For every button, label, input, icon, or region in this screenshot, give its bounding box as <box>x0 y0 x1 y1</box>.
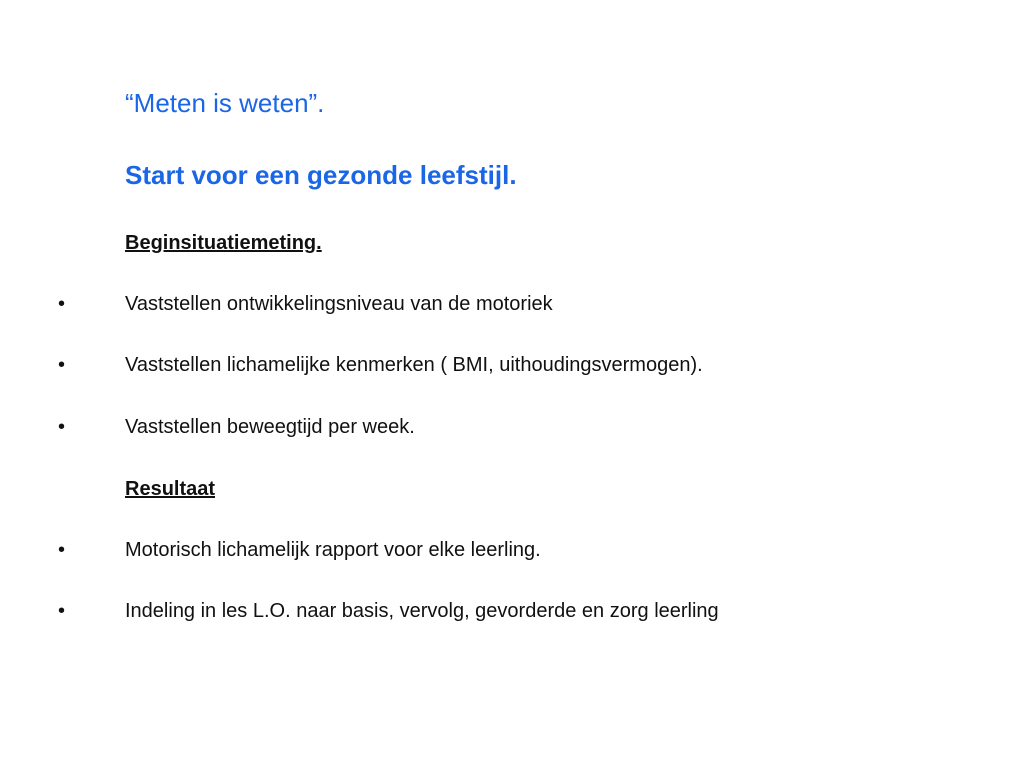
list-item-text: Vaststellen ontwikkelingsniveau van de motoriek <box>125 293 553 315</box>
list-item-text: Indeling in les L.O. naar basis, vervolg, gevorderde en zorg leerling <box>125 600 719 622</box>
list-item-text: Vaststellen lichamelijke kenmerken ( BMI, uithoudingsvermogen). <box>125 354 703 376</box>
bullet-icon: • <box>58 354 66 376</box>
list-item <box>0 600 1024 630</box>
bullet-icon: • <box>58 600 66 622</box>
list-item <box>0 354 1024 384</box>
bullet-icon: • <box>58 416 66 438</box>
bullet-icon: • <box>58 539 66 561</box>
quote-line: “Meten is weten”. <box>125 88 325 118</box>
list-item-text: Motorisch lichamelijk rapport voor elke leerling. <box>125 539 541 561</box>
slide-subtitle: Start voor een gezonde leefstijl. <box>125 160 517 190</box>
list-item <box>0 539 1024 569</box>
list-item-text: Vaststellen beweegtijd per week. <box>125 416 415 438</box>
section-heading-beginsituatiemeting: Beginsituatiemeting. <box>125 232 322 254</box>
section-heading-resultaat: Resultaat <box>125 478 216 500</box>
list-item <box>0 293 1024 323</box>
bullet-icon: • <box>58 293 66 315</box>
list-item <box>0 416 1024 446</box>
